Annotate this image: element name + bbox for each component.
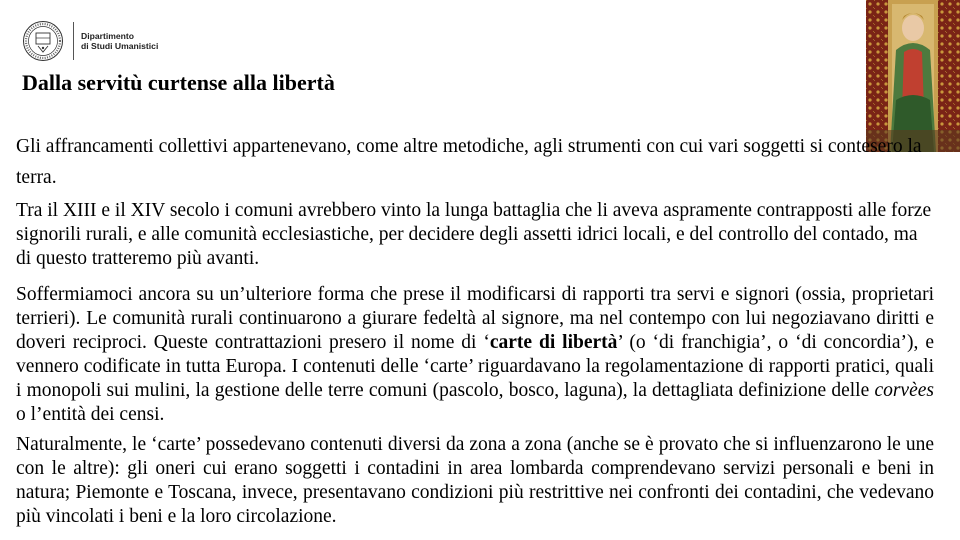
paragraph-3-text-c: o l’entità dei censi.: [16, 404, 165, 425]
painting-illustration: [866, 0, 960, 152]
paragraph-3-text-b: ’ (o ‘di franchigia’, o ‘di concordia’), e vennero codificate in tutta Europa. I contenuti delle ‘carte’ riguardavano la regolamentazione di rapporti pratici, quali i monopoli sui mulini, la gestione delle terre comuni (pascolo, bosco, laguna), la dettagliata definizione delle: [16, 332, 934, 401]
corvees-term: corvèes: [874, 380, 934, 401]
paragraph-1: Gli affrancamenti collettivi appartenevano, come altre metodiche, agli strumenti con cui vari soggetti si contesero la terra.: [16, 136, 922, 188]
paragraph-3-text-a: Soffermiamoci ancora su un’ulteriore forma che prese il modificarsi di rapporti tra servi e signori (ossia, proprietari terrieri). Le comunità rurali continuarono a giurare fedeltà al signore, ma nel contempo con lui negoziavano diritti e doveri reciproci. Queste contrattazioni presero il nome di ‘: [16, 284, 934, 353]
carte-di-liberta-term: carte di libertà: [489, 332, 618, 353]
department-name-line1: Dipartimento: [81, 31, 134, 41]
paragraph-3: [16, 283, 934, 427]
slide-title: Dalla servitù curtense alla libertà: [22, 70, 335, 95]
painting-image: [866, 0, 960, 152]
paragraph-4: Naturalmente, le ‘carte’ possedevano contenuti diversi da zona a zona (anche se è provato che si influenzarono le une con le altre): gli oneri cui erano soggetti i contadini in area lombarda comprendevano servizi personali e beni in natura; Piemonte e Toscana, invece, presentavano condizioni più restrittive nei confronti dei contadini, che vedevano più vincolati i beni e la loro circolazione.: [16, 434, 934, 527]
paragraph-2: Tra il XIII e il XIV secolo i comuni avrebbero vinto la lunga battaglia che li aveva aspramente contrapposti alle forze signorili rurali, e alle comunità ecclesiastiche, per decidere degli assetti idrici locali, e del controllo del contado, ma di questo tratteremo più avanti.: [16, 200, 932, 269]
department-name: [81, 31, 158, 51]
logo-divider: [73, 22, 74, 60]
university-seal-icon: [22, 20, 64, 62]
department-name-line2: di Studi Umanistici: [81, 41, 159, 51]
department-logo: [22, 20, 158, 62]
